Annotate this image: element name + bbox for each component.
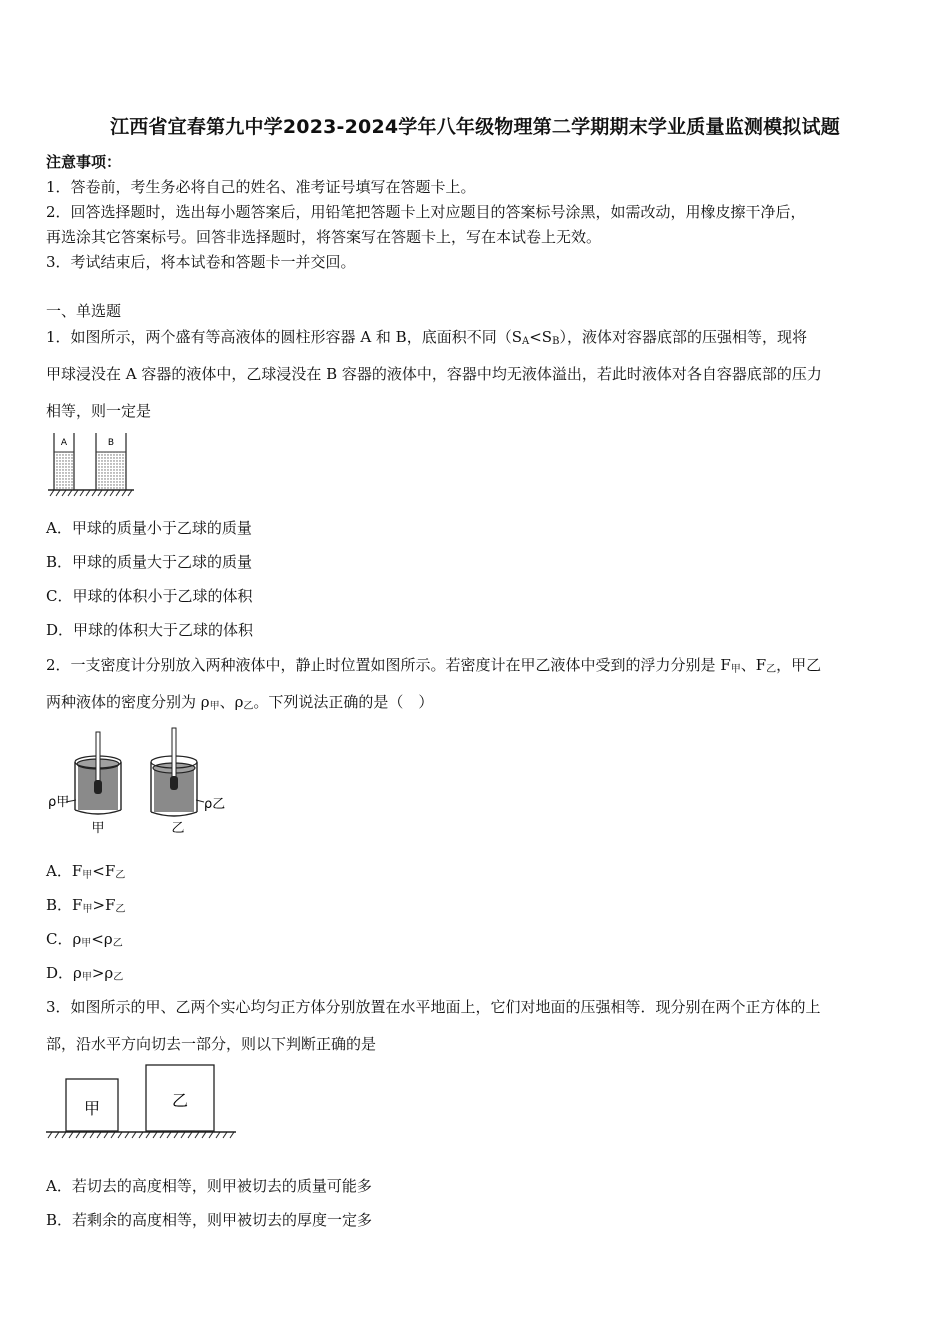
q1-figure-containers xyxy=(44,430,136,498)
question-3-line: 部，沿水平方向切去一部分，则以下判断正确的是 xyxy=(46,1035,377,1053)
container-b-label: B xyxy=(107,438,115,448)
q3-option-b: B．若剩余的高度相等，则甲被切去的厚度一定多 xyxy=(46,1211,373,1229)
rho-yi-label: ρ乙 xyxy=(204,797,226,812)
question-1-line: 甲球浸没在 A 容器的液体中，乙球浸没在 B 容器的液体中，容器中均无液体溢出，若此时液体对各自容器底部的压力 xyxy=(46,365,822,383)
liquid-a xyxy=(54,452,74,490)
q3-figure-cubes xyxy=(44,1062,238,1142)
cube-jia-label: 甲 xyxy=(83,1099,101,1118)
caption-jia: 甲 xyxy=(91,821,105,836)
notes-heading: 注意事项： xyxy=(46,153,122,171)
q1-option-a: A．甲球的质量小于乙球的质量 xyxy=(46,519,252,537)
q2-option-d: D．$\rho_甲>\rho_乙$ xyxy=(46,964,124,983)
container-a-label: A xyxy=(60,438,68,448)
question-2-line: 2．一支密度计分别放入两种液体中，静止时位置如图所示。若密度计在甲乙液体中受到的浮力分别是 $F_甲$、$F_乙$，甲乙 xyxy=(46,656,822,675)
q2-option-b: B．$F_甲>F_乙$ xyxy=(46,896,126,915)
section-heading: 一、单选题 xyxy=(46,302,122,320)
page-title: 江西省宜春第九中学2023-2024学年八年级物理第二学期期末学业质量监测模拟试题 xyxy=(110,116,840,138)
note-item: 1．答卷前，考生务必将自己的姓名、准考证号填写在答题卡上。 xyxy=(46,178,476,196)
question-1-line: 相等，则一定是 xyxy=(46,402,152,420)
liquid-b xyxy=(96,452,126,490)
question-2-line: 两种液体的密度分别为 $\rho_甲$、$\rho_乙$。下列说法正确的是（ ） xyxy=(46,693,434,712)
rho-jia-label: ρ甲 xyxy=(48,795,70,810)
q2-option-c: C．$\rho_甲<\rho_乙$ xyxy=(46,930,123,949)
q2-figure-hydrometers xyxy=(46,726,236,840)
q2-option-a: A．$F_甲<F_乙$ xyxy=(46,862,126,881)
cube-yi-label: 乙 xyxy=(171,1091,189,1110)
note-item: 再选涂其它答案标号。回答非选择题时，将答案写在答题卡上，写在本试卷上无效。 xyxy=(46,228,602,246)
question-1-line: 1．如图所示，两个盛有等高液体的圆柱形容器 A 和 B，底面积不同$(S_A<S_B)$，液体对容器底部的压强相等，现将 xyxy=(46,328,807,347)
q1-option-d: D．甲球的体积大于乙球的体积 xyxy=(46,621,254,639)
question-3-line: 3．如图所示的甲、乙两个实心均匀正方体分别放置在水平地面上，它们对地面的压强相等．现分别在两个正方体的上 xyxy=(46,998,821,1016)
note-item: 3．考试结束后，将本试卷和答题卡一并交回。 xyxy=(46,253,356,271)
q3-option-a: A．若切去的高度相等，则甲被切去的质量可能多 xyxy=(46,1177,372,1195)
caption-yi: 乙 xyxy=(171,821,185,836)
q1-option-c: C．甲球的体积小于乙球的体积 xyxy=(46,587,253,605)
q1-option-b: B．甲球的质量大于乙球的质量 xyxy=(46,553,253,571)
note-item: 2．回答选择题时，选出每小题答案后，用铅笔把答题卡上对应题目的答案标号涂黑，如需改动，用橡皮擦干净后， xyxy=(46,203,806,221)
